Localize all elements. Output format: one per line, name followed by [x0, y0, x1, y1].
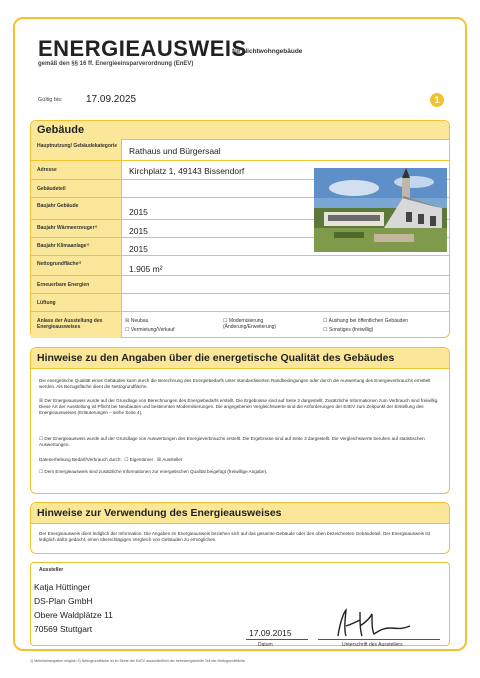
row-value: 2015: [129, 244, 148, 254]
datenerhebung-line: Datenerhebung Bedarf/Verbrauch durch: ☐ Eigentümer ☒ Aussteller: [39, 457, 183, 462]
issue-date: 17.09.2015: [249, 628, 292, 638]
aussteller-company: DS-Plan GmbH: [34, 596, 93, 606]
row-label: Gebäudeteil: [37, 186, 66, 192]
aussteller-label: Aussteller: [39, 567, 64, 573]
option-zusatz[interactable]: ☐ Dem Energieausweis sind zusätzliche Informationen zur energetischen Qualität beigefügt (freiwillige Angabe).: [39, 469, 268, 474]
row-value: 2015: [129, 226, 148, 236]
hinweise-angaben-heading: Hinweise zu den Angaben über die energetische Qualität des Gebäudes: [31, 348, 449, 369]
anlass-modernisierung[interactable]: ☐ Modernisierung (Änderung/Erweiterung): [223, 318, 277, 330]
row-label: Baujahr Wärmeerzeuger¹⁾: [37, 225, 98, 231]
anlass-sonstiges[interactable]: ☐ Sonstiges (freiwillig): [323, 327, 374, 333]
date-caption: Datum: [258, 642, 273, 648]
checkbox-icon: ☐: [39, 469, 44, 474]
option-verbrauch[interactable]: ☐ Der Energieausweis wurde auf der Grundlage von Auswertungen des Energieverbrauchs erstellt. Die Ergebnisse sind auf Seite 3 dargestellt. Die Vergleichswerte beruhen auf statistischen Auswertungen.: [39, 436, 425, 447]
row-value: 2015: [129, 207, 148, 217]
hinweise-intro: Die energetische Qualität eines Gebäudes kann durch die Berechnung des Energiebedarfs unter standardisierten Randbedingungen oder durch die Auswertung des Energieverbrauchs ermittelt werden. Als Bezugsfläche dient die Nettogrundfläche.: [39, 378, 431, 389]
anlass-aushang[interactable]: ☐ Aushang bei öffentlichen Gebäuden: [323, 318, 409, 324]
checkbox-icon: ☐: [323, 327, 328, 333]
hinweise-verwendung-panel: [30, 502, 450, 554]
checkbox-checked-icon: ☒: [125, 318, 130, 324]
aussteller-street: Obere Waldplätze 11: [34, 610, 113, 620]
aussteller-city: 70569 Stuttgart: [34, 624, 93, 634]
signature-line: [318, 639, 440, 640]
row-lueftung: [31, 294, 449, 312]
row-label: Erneuerbare Energien: [37, 282, 90, 288]
option-bedarf[interactable]: ☒ Der Energieausweis wurde auf der Grundlage von Berechnungen des Energiebedarfs erstellt. Die Ergebnisse sind auf Seite 2 dargestellt. Zusätzliche Informationen zum Verbrauch sind freiwillig. Diese Art der Ausstellung ist Pflicht bei Neubauten und bestimmten Modernisierungen. Die angegebenen Vergleichswerte sind die Anforderungen der EnEV zum Zeitpunkt der Erstellung des Energieausweises (Erläuterungen – siehe Seite 4).: [39, 398, 439, 415]
row-label: Hauptnutzung/ Gebäudekategorie: [37, 143, 118, 149]
anlass-neubau[interactable]: ☒ Neubau: [125, 318, 149, 324]
checkbox-icon: ☐: [39, 436, 44, 441]
row-value: 1.905 m²: [129, 264, 163, 274]
page-number-badge: 1: [430, 93, 444, 107]
aussteller-name: Katja Hüttinger: [34, 582, 91, 592]
row-label: Anlass der Ausstellung des Energieausweises: [37, 318, 103, 330]
signature-image: [330, 608, 420, 640]
checkbox-icon[interactable]: ☐: [124, 457, 129, 462]
valid-until-value: 17.09.2025: [86, 94, 137, 105]
gebaeude-heading: Gebäude: [31, 121, 449, 140]
footnote: 1) Mehrfachangaben möglich 2) Nettogrundfläche ist im Sinne der EnEV ausschließlich der beheizte/gekühlte Teil der Nettogrundfläche: [30, 659, 245, 663]
row-label: Lüftung: [37, 300, 56, 306]
anlass-vermietung[interactable]: ☐ Vermietung/Verkauf: [125, 327, 175, 333]
row-value: Rathaus und Bürgersaal: [129, 146, 221, 156]
row-label: Baujahr Klimaanlage¹⁾: [37, 243, 90, 249]
hinweise-verwendung-text: Der Energieausweis dient lediglich der Information. Die Angaben im Energieausweis beziehen sich auf das gesamte Gebäude oder den oben bezeichneten Gebäudeteil. Der Energieausweis ist lediglich dafür gedacht, einen überschlägigen Vergleich von Gebäuden zu ermöglichen.: [39, 531, 430, 542]
checkbox-icon: ☐: [125, 327, 130, 333]
row-hauptnutzung: [31, 139, 449, 161]
valid-until-label: Gültig bis:: [38, 97, 63, 103]
row-value: Kirchplatz 1, 49143 Bissendorf: [129, 166, 245, 176]
document-subtitle: gemäß den §§ 16 ff. Energieeinsparverordnung (EnEV): [38, 61, 194, 67]
row-label: Baujahr Gebäude: [37, 203, 79, 209]
hinweise-verwendung-heading: Hinweise zur Verwendung des Energieausweises: [31, 503, 449, 524]
row-nettogrundflaeche: [31, 256, 449, 276]
checkbox-checked-icon[interactable]: ☒: [157, 457, 162, 462]
row-label: Adresse: [37, 167, 57, 173]
document-title-suffix: für Nichtwohngebäude: [232, 48, 303, 55]
checkbox-checked-icon: ☒: [39, 398, 44, 403]
date-line: [246, 639, 308, 640]
checkbox-icon: ☐: [323, 318, 328, 324]
row-erneuerbare-energien: [31, 276, 449, 294]
signature-caption: Unterschrift des Ausstellers: [342, 642, 403, 648]
document-title: ENERGIEAUSWEIS: [38, 36, 247, 61]
hinweise-angaben-panel: [30, 347, 450, 494]
building-photo: [314, 168, 447, 252]
checkbox-icon: ☐: [223, 318, 228, 324]
row-label: Nettogrundfläche²⁾: [37, 261, 82, 267]
